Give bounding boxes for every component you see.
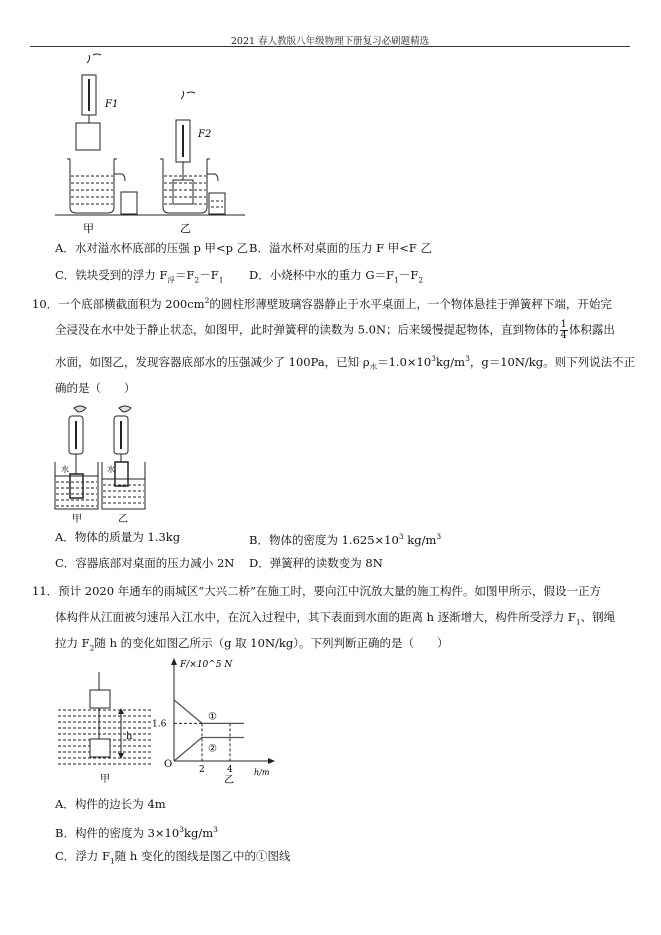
q10-caption-jia: 甲 — [72, 514, 82, 525]
option-text: 铁块受到的浮力 F — [75, 268, 168, 282]
q10-line-2 — [55, 320, 615, 341]
text: 水面，如图乙，发现容器底部水的压强减少了 100Pa，已知 ρ — [55, 354, 370, 369]
header-divider — [30, 46, 630, 47]
spring-scale-right — [176, 91, 195, 180]
q9-option-c[interactable] — [55, 268, 223, 287]
q11-option-c[interactable] — [55, 849, 290, 868]
q10-line-3 — [55, 352, 635, 374]
text: 随 h 的变化如图乙所示（g 取 10N/kg）。下列判断正确的是（ ） — [94, 636, 449, 650]
option-text: 随 h 变化的图线是图乙中的①图线 — [114, 849, 291, 863]
caption: 乙 — [224, 775, 234, 786]
water-label-left: 水 — [61, 465, 69, 474]
q10-caption-yi: 乙 — [118, 514, 128, 525]
subscript: 1 — [218, 275, 224, 285]
superscript: 3 — [436, 532, 442, 541]
q10-line-4 — [55, 381, 136, 395]
option-label: D． — [249, 556, 270, 570]
text: ，g＝10N/kg。则下列说法不正 — [469, 354, 636, 369]
option-text: 构件的密度为 3×10 — [74, 825, 180, 840]
q10-line-1 — [32, 294, 612, 311]
option-label: B． — [249, 241, 269, 255]
subscript: 水 — [369, 362, 378, 372]
option-label: D． — [249, 268, 270, 282]
y-tick-label: 1.6 — [152, 719, 167, 730]
q9-figure — [55, 55, 255, 235]
text: 体积露出 — [568, 322, 615, 337]
water-label-right: 水 — [107, 465, 115, 474]
series-label-2: ② — [208, 743, 217, 755]
subscript: 1 — [109, 856, 115, 866]
option-text: 小烧杯中水的重力 G＝F — [269, 268, 395, 282]
q9-label-f1: F1 — [105, 99, 119, 110]
subscript: 2 — [194, 275, 200, 285]
option-text: 构件的边长为 4m — [74, 797, 166, 811]
x-axis-arrow — [268, 758, 275, 764]
page-header — [30, 33, 630, 47]
text: 的圆柱形薄壁玻璃容器静止于水平桌面上，一个物体悬挂于弹簧秤下端，开始完 — [209, 296, 612, 311]
superscript: 3 — [179, 825, 184, 834]
q10-figure — [52, 404, 152, 524]
header-year: 2021 — [230, 36, 256, 47]
x-tick-label: 4 — [227, 765, 233, 775]
q9-option-d[interactable] — [249, 268, 423, 287]
series-label-1: ① — [208, 711, 217, 723]
origin-label: O — [164, 759, 173, 770]
option-text: 物体的密度为 1.625×10 — [268, 532, 399, 547]
q11-line-1 — [32, 584, 601, 598]
numerator: 1 — [560, 319, 567, 330]
text: kg/m — [435, 354, 466, 369]
option-text: 物体的质量为 1.3kg — [74, 530, 181, 544]
text: ＝1.0×10 — [377, 354, 432, 369]
superscript: 3 — [398, 532, 404, 541]
superscript: 3 — [431, 354, 436, 363]
text: 、钢绳 — [580, 610, 616, 624]
text: 体构件从江面被匀速吊入江水中，在沉入过程中，其下表面到水面的距离 h 逐渐增大，构件所受浮力 F — [55, 610, 576, 624]
denominator: 4 — [560, 330, 567, 341]
h-label: h — [126, 731, 133, 742]
superscript: 3 — [213, 825, 218, 834]
option-label: C． — [55, 849, 76, 863]
option-text: －F — [199, 268, 219, 282]
text: 预计 2020 年通车的雨城区“大兴二桥”在施工时，要向江中沉放大量的施工构件。如图甲所示，假设一正方 — [58, 584, 601, 598]
q10-option-c[interactable] — [55, 556, 234, 570]
option-label: C． — [55, 556, 76, 570]
subscript: 浮 — [167, 275, 175, 285]
subscript: 2 — [418, 275, 424, 285]
x-axis-label: h/m — [254, 768, 270, 777]
y-axis-arrow — [171, 658, 177, 665]
option-text: kg/m — [403, 532, 437, 547]
y-axis-label: F/×10^5 N — [180, 660, 233, 670]
option-text: 容器底部对桌面的压力减小 2N — [75, 556, 235, 570]
question-number: 11． — [32, 584, 59, 598]
q9-caption-jia: 甲 — [83, 222, 94, 235]
q9-option-b[interactable] — [249, 241, 432, 255]
text: 一个底部横截面积为 200cm — [58, 296, 205, 311]
text: 拉力 F — [55, 636, 90, 650]
q11-caption-jia: 甲 — [100, 774, 110, 785]
option-text: 弹簧秤的读数变为 8N — [269, 556, 383, 570]
option-label: C． — [55, 268, 76, 282]
option-label: A． — [55, 797, 75, 811]
x-tick-label: 2 — [199, 765, 205, 775]
beaker-right — [160, 159, 225, 214]
option-text: ＝F — [174, 268, 195, 282]
spring-scale-left — [76, 54, 101, 150]
header-title: 春人教版八年级物理下册复习必刷题精选 — [258, 36, 430, 47]
option-label: A． — [55, 241, 75, 255]
option-text: 水对溢水杯底部的压强 p 甲<p 乙 — [74, 241, 249, 255]
option-text: kg/m — [183, 825, 214, 840]
q11-chart — [150, 655, 280, 785]
q10-option-d[interactable] — [249, 556, 383, 570]
q11-option-a[interactable] — [55, 797, 166, 811]
option-label: B． — [249, 532, 269, 547]
option-text: －F — [398, 268, 419, 282]
text: 全浸没在水中处于静止状态，如图甲，此时弹簧秤的读数为 5.0N；后来缓慢提起物体，直到物体的 — [55, 322, 559, 337]
q9-option-a[interactable] — [55, 241, 248, 255]
q9-caption-yi: 乙 — [180, 222, 191, 235]
beaker-left — [67, 159, 137, 214]
q11-figure-jia — [58, 660, 158, 785]
q11-line-3 — [55, 636, 448, 655]
q9-label-f2: F2 — [198, 129, 212, 140]
subscript: 1 — [394, 275, 399, 285]
superscript: 2 — [204, 296, 210, 305]
subscript: 1 — [575, 617, 581, 627]
fraction — [560, 320, 568, 341]
superscript: 3 — [465, 354, 470, 363]
subscript: 2 — [89, 643, 95, 653]
option-label: A． — [55, 530, 75, 544]
option-text: 溢水杯对桌面的压力 F 甲<F 乙 — [268, 241, 433, 255]
q10-option-b[interactable] — [249, 530, 441, 547]
text: 确的是（ ） — [55, 381, 136, 395]
question-number: 10． — [32, 296, 59, 311]
q10-option-a[interactable] — [55, 530, 180, 544]
q11-option-b[interactable] — [55, 823, 218, 840]
option-label: B． — [55, 825, 75, 840]
q11-line-2 — [55, 610, 615, 629]
option-text: 浮力 F — [75, 849, 110, 863]
